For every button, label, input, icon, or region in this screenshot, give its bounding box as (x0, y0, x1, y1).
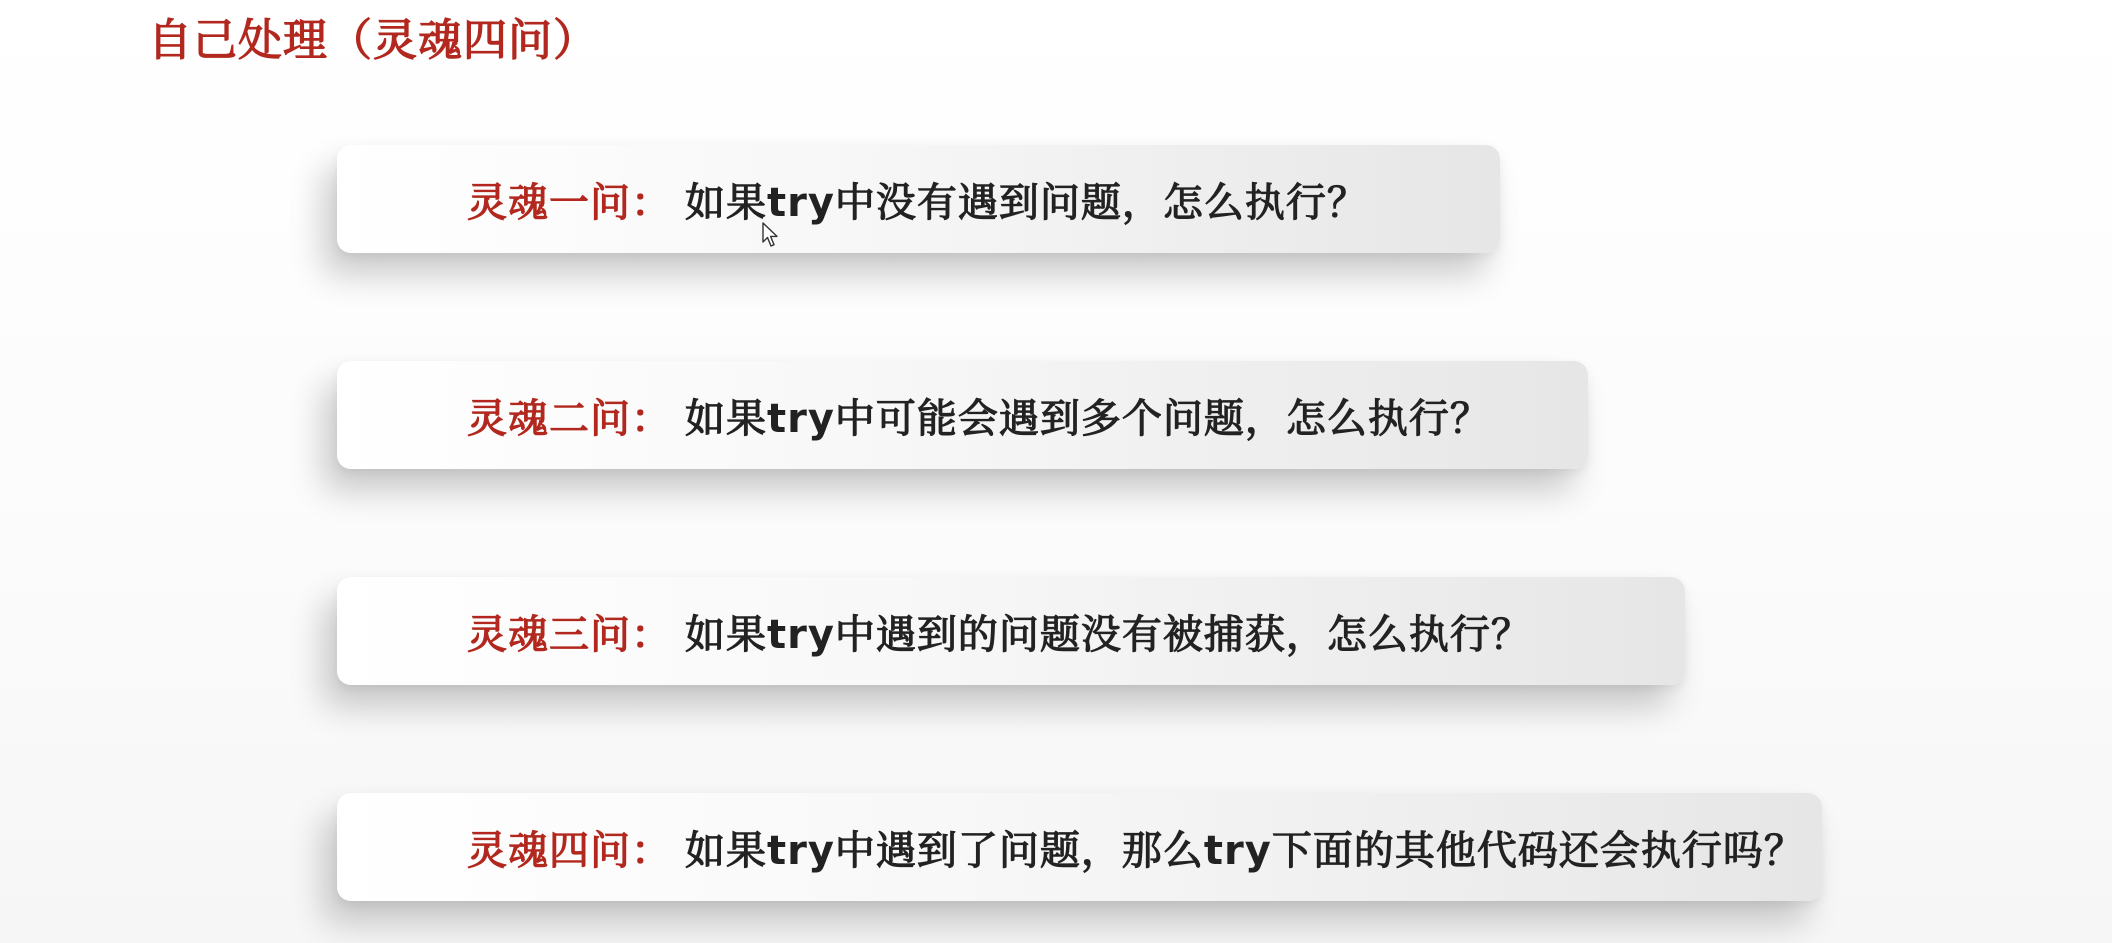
question-colon: ： (631, 827, 671, 874)
question-text: 如果try中没有遇到问题，怎么执行？ (685, 179, 1368, 226)
question-label: 灵魂三问 (467, 611, 631, 658)
question-text: 如果try中遇到的问题没有被捕获，怎么执行？ (685, 611, 1532, 658)
question-card-1 (337, 145, 1500, 253)
question-colon: ： (631, 179, 671, 226)
question-card-3 (337, 577, 1685, 685)
question-text: 如果try中遇到了问题，那么try下面的其他代码还会执行吗？ (685, 827, 1805, 874)
mouse-pointer-icon (762, 222, 780, 248)
question-card-2 (337, 361, 1588, 469)
question-label: 灵魂四问 (467, 827, 631, 874)
question-card-4 (337, 793, 1822, 901)
question-label: 灵魂一问 (467, 179, 631, 226)
question-text: 如果try中可能会遇到多个问题，怎么执行？ (685, 395, 1491, 442)
question-colon: ： (631, 395, 671, 442)
question-colon: ： (631, 611, 671, 658)
question-label: 灵魂二问 (467, 395, 631, 442)
page-title: 自己处理（灵魂四问） (148, 15, 598, 66)
